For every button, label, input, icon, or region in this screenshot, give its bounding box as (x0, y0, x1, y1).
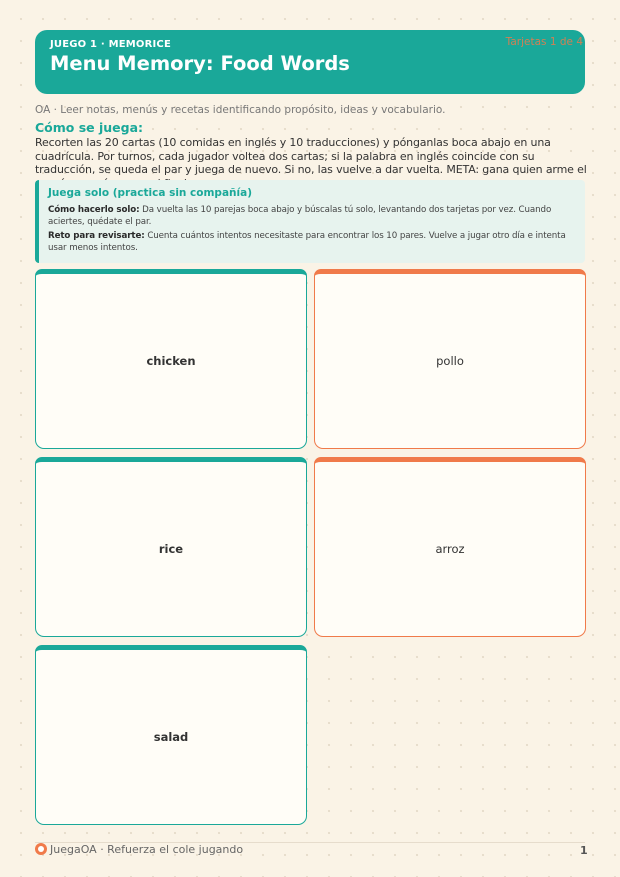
solo-challenge-label: Reto para revisarte: (48, 231, 145, 241)
solo-how-text: Da vuelta las 10 parejas boca abajo y búscalas tú solo, levantando dos tarjetas por vez. Cuando aciertes, quédate el par. (48, 205, 552, 227)
solo-play-heading: Juega solo (practica sin compañía) (48, 187, 252, 199)
card-word: rice (158, 542, 184, 556)
circle-dot-icon (35, 843, 47, 855)
how-to-play-heading: Cómo se juega: (35, 120, 144, 135)
card-spanish[interactable] (314, 269, 586, 449)
game-header (35, 30, 585, 94)
card-word: arroz (435, 542, 465, 556)
card-word: chicken (146, 354, 196, 368)
footer-brand: JuegaOA · Refuerza el cole jugando (50, 843, 244, 856)
card-set-tag: Tarjetas 1 de 4 (505, 36, 583, 48)
page-title: Menu Memory: Food Words (50, 52, 350, 75)
card-word: pollo (436, 354, 464, 368)
learning-objective: OA · Leer notas, menús y recetas identificando propósito, ideas y vocabulario. (35, 104, 446, 116)
solo-play-box (35, 180, 585, 263)
page-number: 1 (580, 844, 588, 857)
card-english[interactable] (35, 269, 307, 449)
card-word: salad (153, 730, 189, 744)
solo-challenge-text: Cuenta cuántos intentos necesitaste para encontrar los 10 pares. Vuelve a jugar otro día e intenta usar menos intentos. (48, 231, 566, 253)
card-english[interactable] (35, 645, 307, 825)
solo-how-paragraph (48, 204, 576, 228)
how-to-play-text: Recorten las 20 cartas (10 comidas en inglés y 10 traducciones) y pónganlas boca abajo en una cuadrícula. Por turnos, cada jugador voltea dos cartas; si la palabra en inglés coincide con su traducción, se queda el par y juega de nuevo. Si no, las vuelve a dar vuelta. META: gana quien arme el (35, 136, 587, 177)
solo-challenge-paragraph (48, 230, 576, 254)
card-spanish[interactable] (314, 457, 586, 637)
game-kicker: JUEGO 1 · MEMORICE (50, 39, 172, 50)
card-english[interactable] (35, 457, 307, 637)
solo-how-label: Cómo hacerlo solo: (48, 205, 140, 215)
